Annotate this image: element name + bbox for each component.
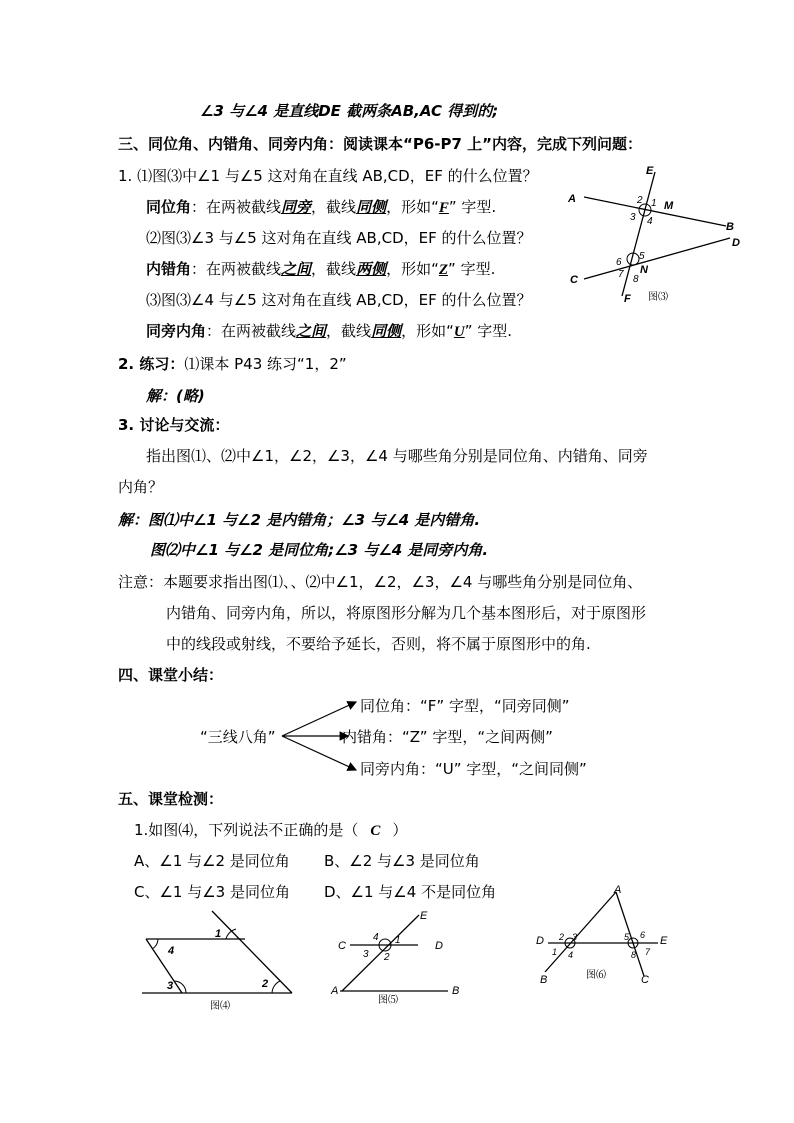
solution-omitted: 解：(略) — [146, 387, 205, 405]
def-text: ，截线 — [326, 322, 372, 340]
note-line-1: 注意：本题要求指出图⑴、、⑵中∠1，∠2，∠3，∠4 与哪些角分别是同位角、 — [118, 573, 643, 591]
angle-label-3: 3 — [572, 932, 578, 942]
angle-label-4: 4 — [568, 950, 574, 960]
angle-label-1: 1 — [651, 198, 657, 209]
label-b: B — [540, 974, 548, 986]
arc-2 — [272, 981, 280, 993]
line-ae — [342, 915, 419, 991]
line-ab — [545, 892, 616, 972]
label-m: M — [664, 200, 674, 212]
discussion-heading: 3. 讨论与交流： — [118, 416, 230, 434]
answer-blank: 同旁 — [281, 200, 312, 216]
def-text: ，形如“ — [401, 322, 454, 340]
angle-label-5: 5 — [639, 251, 645, 262]
figure-4-caption: 图⑷ — [210, 1001, 230, 1012]
question-1-1: 1. ⑴图⑶中∠1 与∠5 这对角在直线 AB,CD，EF 的什么位置？ — [118, 167, 538, 185]
intro-line: ∠3 与∠4 是直线DE 截两条AB,AC 得到的; — [200, 102, 499, 120]
figure-5-caption: 图⑸ — [378, 995, 398, 1006]
term-interior: 同旁内角 — [146, 322, 207, 340]
summary-corresponding: 同位角：“F” 字型，“同旁同侧” — [360, 697, 570, 715]
angle-label-2: 2 — [637, 195, 643, 206]
label-d: D — [732, 237, 740, 249]
label-n: N — [640, 264, 648, 276]
angle-label-2: 2 — [559, 932, 565, 942]
answer-blank: 之间 — [296, 324, 327, 340]
def-text: ，截线 — [311, 260, 357, 278]
answer-blank: Z — [438, 262, 449, 278]
def-text: ：在两被截线 — [191, 198, 282, 216]
angle-label-3: 3 — [167, 980, 174, 992]
question-1-3: ⑶图⑶∠4 与∠5 这对角在直线 AB,CD，EF 的什么位置？ — [146, 291, 532, 309]
angle-label-1: 1 — [215, 928, 222, 940]
practice-line — [118, 354, 347, 374]
def-text: ，形如“ — [386, 260, 439, 278]
angle-label-4: 4 — [373, 932, 379, 943]
summary-interior: 同旁内角：“U” 字型，“之间同侧” — [360, 760, 587, 778]
def-text: ” 字型. — [464, 322, 513, 340]
angle-label-7: 7 — [618, 269, 624, 280]
angle-label-4: 4 — [647, 216, 653, 227]
interior-angle-def — [146, 321, 512, 342]
discussion-line-2: 内角？ — [118, 478, 164, 496]
def-text: ，截线 — [311, 198, 357, 216]
label-b: B — [726, 221, 734, 233]
angle-label-8: 8 — [633, 274, 639, 285]
figure-3-caption: 图⑶ — [648, 292, 668, 303]
angle-label-1: 1 — [395, 935, 401, 946]
practice-label: 2. 练习： — [118, 355, 185, 373]
angle-label-3: 3 — [630, 212, 636, 223]
note-line-3: 中的线段或射线，不要给予延长，否则，将不属于原图形中的角. — [166, 635, 591, 653]
label-e: E — [420, 910, 428, 922]
summary-center: “三线八角” — [200, 728, 276, 746]
label-d: D — [435, 940, 443, 952]
angle-label-2: 2 — [262, 978, 269, 990]
answer-blank: U — [453, 324, 465, 340]
figure-6 — [530, 882, 680, 992]
answer-blank: 两侧 — [356, 262, 387, 278]
label-a: A — [614, 884, 622, 896]
alternate-angle-def — [146, 259, 495, 280]
right-side — [212, 911, 292, 993]
label-f: F — [624, 293, 631, 305]
def-text: ” 字型. — [448, 198, 497, 216]
angle-label-2: 2 — [384, 952, 390, 963]
label-a: A — [568, 193, 576, 205]
option-d: D、∠1 与∠4 不是同位角 — [324, 883, 497, 901]
angle-label-5: 5 — [624, 932, 630, 942]
section-5-heading: 五、课堂检测： — [118, 790, 224, 808]
def-text: ” 字型. — [448, 260, 496, 278]
angle-label-4: 4 — [168, 945, 175, 957]
option-c: C、∠1 与∠3 是同位角 — [134, 883, 290, 901]
left-side — [146, 939, 182, 993]
summary-alternate: 内错角：“Z” 字型，“之间两侧” — [342, 728, 553, 746]
figure-6-caption: 图⑹ — [586, 970, 606, 981]
def-text: ，形如“ — [386, 198, 439, 216]
label-e: E — [660, 935, 668, 947]
label-c: C — [570, 274, 578, 286]
question-text: 1.如图⑷，下列说法不正确的是（ — [134, 821, 359, 839]
note-line-2: 内错角、同旁内角，所以，将原图形分解为几个基本图形后，对于原图形 — [166, 604, 647, 622]
answer-blank: 同侧 — [371, 324, 402, 340]
question-1-2: ⑵图⑶∠3 与∠5 这对角在直线 AB,CD，EF 的什么位置？ — [146, 229, 532, 247]
answer-blank: F — [438, 200, 449, 216]
angle-label-8: 8 — [631, 950, 637, 960]
answer-line-1: 解：图⑴中∠1 与∠2 是内错角；∠3 与∠4 是内错角. — [118, 511, 481, 529]
section-3-heading: 三、同位角、内错角、同旁内角：阅读课本“P6-P7 上”内容，完成下列问题： — [118, 135, 643, 153]
term-alternate: 内错角 — [146, 260, 192, 278]
arc-4 — [152, 939, 158, 949]
angle-label-7: 7 — [645, 947, 651, 957]
section-4-heading: 四、课堂小结： — [118, 666, 224, 684]
label-a: A — [331, 985, 339, 997]
discussion-line-1: 指出图⑴、⑵中∠1，∠2，∠3，∠4 与哪些角分别是同位角、内错角、同旁 — [146, 447, 648, 465]
answer-line-2: 图⑵中∠1 与∠2 是同位角;∠3 与∠4 是同旁内角. — [150, 541, 489, 559]
question-answer: C — [370, 823, 381, 839]
answer-blank: 同侧 — [356, 200, 387, 216]
figure-4 — [130, 905, 310, 1015]
def-text: ：在两被截线 — [191, 260, 282, 278]
def-text: ：在两被截线 — [206, 322, 297, 340]
label-b: B — [452, 985, 460, 997]
answer-blank: 之间 — [281, 262, 312, 278]
figure-5 — [328, 905, 478, 1005]
label-d: D — [536, 935, 544, 947]
angle-label-6: 6 — [616, 257, 622, 268]
line-cd — [584, 238, 730, 279]
question-text-end: ） — [392, 821, 408, 839]
label-c: C — [641, 974, 649, 986]
label-c: C — [338, 940, 346, 952]
angle-label-1: 1 — [552, 947, 558, 957]
figure-3 — [560, 160, 750, 310]
option-b: B、∠2 与∠3 是同位角 — [324, 852, 480, 870]
label-e: E — [646, 165, 654, 177]
angle-label-6: 6 — [640, 930, 646, 940]
angle-label-3: 3 — [363, 949, 369, 960]
test-question-1 — [134, 820, 407, 841]
practice-text: ⑴课本 P43 练习“1，2” — [184, 355, 347, 373]
corresponding-angle-def — [146, 197, 496, 218]
term-corresponding: 同位角 — [146, 198, 192, 216]
option-a: A、∠1 与∠2 是同位角 — [134, 852, 290, 870]
